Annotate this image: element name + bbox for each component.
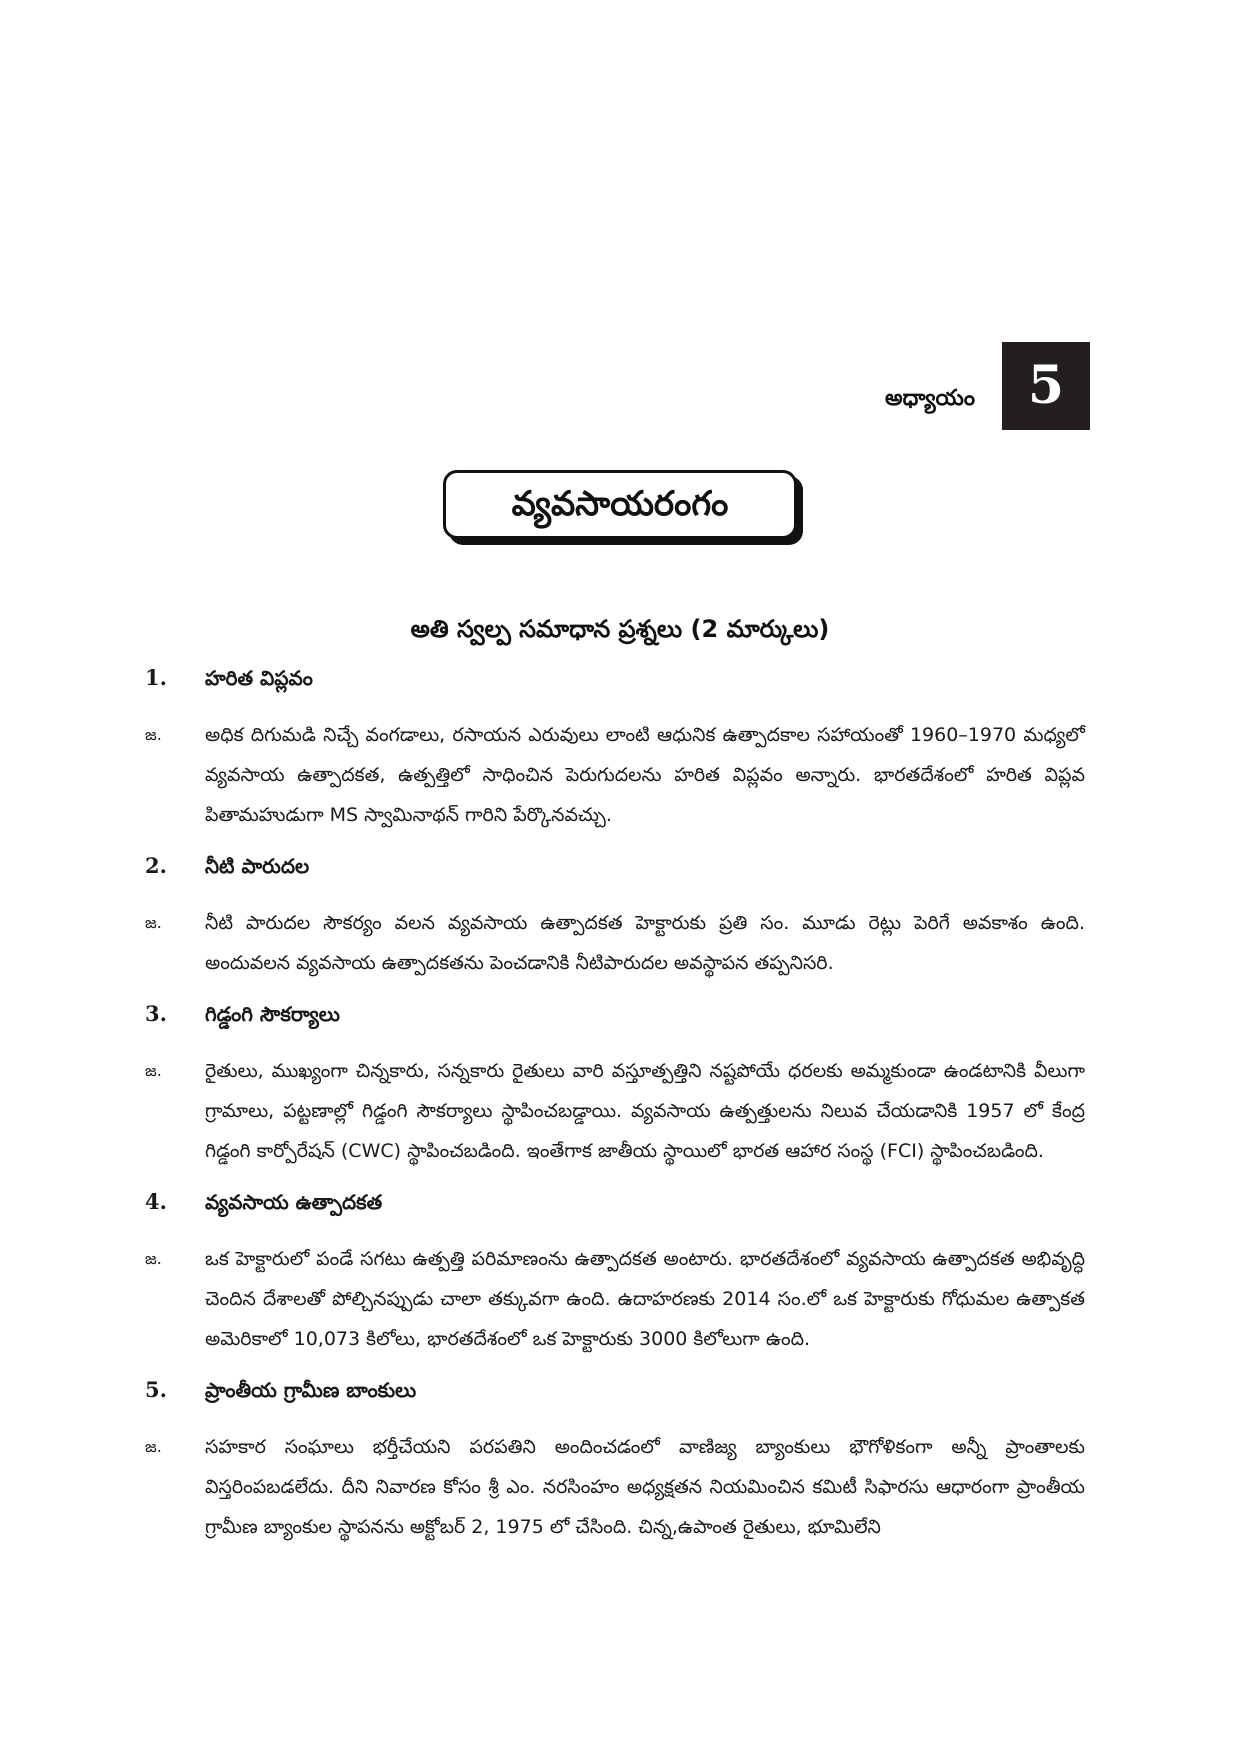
answer-4 [145, 1239, 1085, 1359]
answer-2 [145, 903, 1085, 983]
question-2 [145, 853, 1085, 883]
chapter-title: వ్యవసాయరంగం [443, 470, 797, 539]
chapter-marker [885, 342, 1090, 430]
answer-label: జ. [145, 725, 162, 744]
answer-text: అధిక దిగుమడి నిచ్చే వంగడాలు, రసాయన ఎరువులు లాంటి ఆధునిక ఉత్పాదకాల సహాయంతో 1960–1970 మధ్యలో వ్యవసాయ ఉత్పాదకత, ఉత్పత్తిలో సాధించిన పెరుగుదలను హరిత విప్లవం అన్నారు. భారతదేశంలో హరిత విప్లవ పితామహుడుగా MS స్వామినాథన్ గారిని పేర్కొనవచ్చు. [205, 724, 1085, 826]
question-number: 5. [145, 1377, 167, 1402]
answer-label: జ. [145, 1061, 162, 1080]
answer-text: సహకార సంఘాలు భర్తీచేయని పరపతిని అందించడంలో వాణిజ్య బ్యాంకులు భౌగోళికంగా అన్నీ ప్రాంతాలకు విస్తరింపబడలేదు. దీని నివారణ కోసం శ్రీ ఎం. నరసింహం అధ్యక్షతన నియమించిన కమిటీ సిఫారసు ఆధారంగా ప్రాంతీయ గ్రామీణ బ్యాంకుల స్థాపనను అక్టోబర్ 2, 1975 లో చేసింది. చిన్న,ఉపాంత రైతులు, భూమిలేని [205, 1436, 1085, 1538]
question-title: వ్యవసాయ ఉత్పాదకత [205, 1190, 383, 1214]
question-number: 3. [145, 1001, 167, 1026]
chapter-label: అధ్యాయం [885, 386, 976, 411]
question-3 [145, 1001, 1085, 1031]
answer-text: రైతులు, ముఖ్యంగా చిన్నకారు, సన్నకారు రైతులు వారి వస్తూత్పత్తిని నష్టపోయే ధరలకు అమ్మకుండా ఉండటానికి వీలుగా గ్రామాలు, పట్టణాల్లో గిడ్డంగి సౌకర్యాలు స్థాపించబడ్డాయి. వ్యవసాయ ఉత్పత్తులను నిలువ చేయడానికి 1957 లో కేంద్ర గిడ్డంగి కార్పోరేషన్ (CWC) స్థాపించబడింది. ఇంతేగాక జాతీయ స్థాయిలో భారత ఆహార సంస్థ (FCI) స్థాపించబడింది. [205, 1060, 1085, 1162]
question-1 [145, 665, 1085, 695]
question-number: 4. [145, 1189, 167, 1214]
answer-label: జ. [145, 1249, 162, 1268]
question-title: నీటి పారుదల [205, 854, 310, 878]
answer-label: జ. [145, 1437, 162, 1456]
chapter-number: 5 [1002, 342, 1090, 430]
question-4 [145, 1189, 1085, 1219]
question-number: 2. [145, 853, 167, 878]
question-title: గిడ్డంగి సౌకర్యాలు [205, 1002, 340, 1026]
answer-3 [145, 1051, 1085, 1171]
answer-label: జ. [145, 913, 162, 932]
qa-list [145, 665, 1085, 1565]
question-number: 1. [145, 665, 167, 690]
answer-text: ఒక హెక్టారులో పండే సగటు ఉత్పత్తి పరిమాణంను ఉత్పాదకత అంటారు. భారతదేశంలో వ్యవసాయ ఉత్పాదకత అభివృద్ధి చెందిన దేశాలతో పోల్చినప్పుడు చాలా తక్కువగా ఉంది. ఉదాహరణకు 2014 సం.లో ఒక హెక్టారుకు గోధుమల ఉత్పాకత అమెరికాలో 10,073 కిలోలు, భారతదేశంలో ఒక హెక్టారుకు 3000 కిలోలుగా ఉంది. [205, 1248, 1085, 1350]
section-heading: అతి స్వల్ప సమాధాన ప్రశ్నలు (2 మార్కులు) [410, 615, 830, 643]
question-5 [145, 1377, 1085, 1407]
answer-5 [145, 1427, 1085, 1547]
answer-1 [145, 715, 1085, 835]
answer-text: నీటి పారుదల సౌకర్యం వలన వ్యవసాయ ఉత్పాదకత హెక్టారుకు ప్రతి సం. మూడు రెట్లు పెరిగే అవకాశం ఉంది. అందువలన వ్యవసాయ ఉత్పాదకతను పెంచడానికి నీటిపారుదల అవస్థాపన తప్పనిసరి. [205, 912, 1085, 974]
question-title: ప్రాంతీయ గ్రామీణ బాంకులు [205, 1378, 417, 1402]
question-title: హరిత విప్లవం [205, 666, 313, 690]
